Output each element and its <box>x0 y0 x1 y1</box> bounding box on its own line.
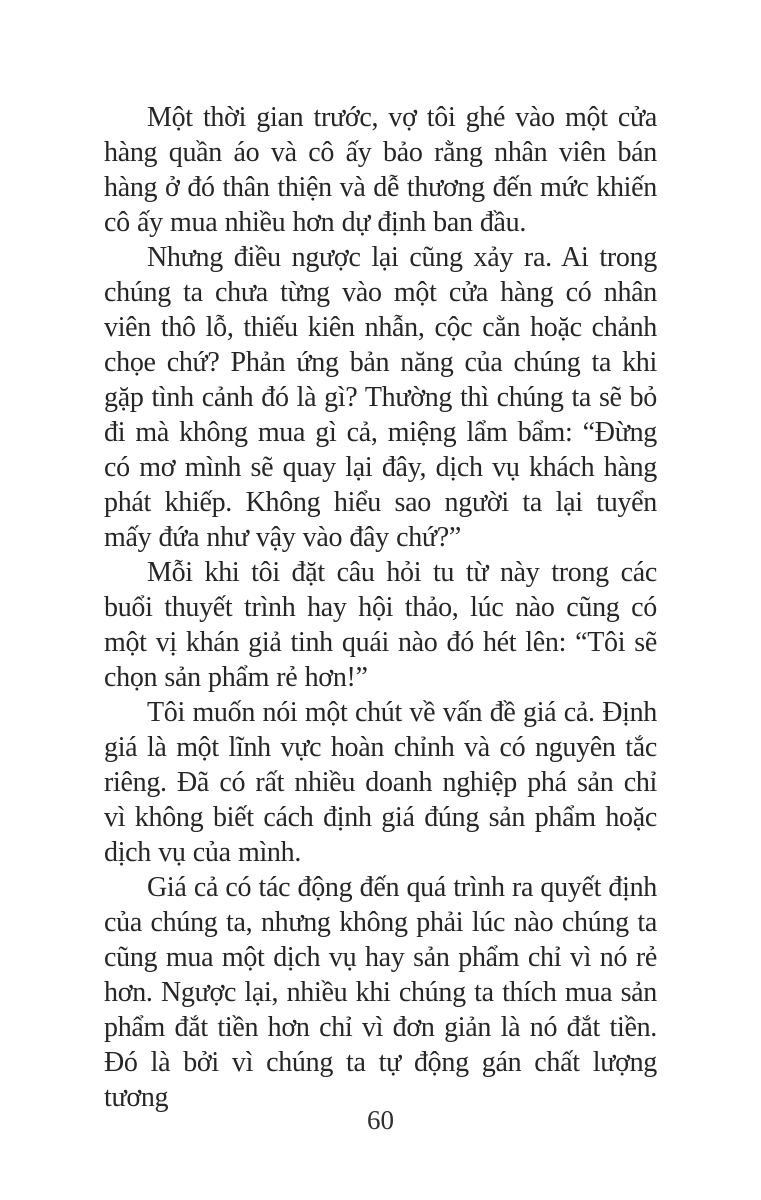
paragraph-3: Mỗi khi tôi đặt câu hỏi tu từ này trong các buổi thuyết trình hay hội thảo, lúc nào cũng có một vị khán giả tinh quái nào đó hét lên: “Tôi sẽ chọn sản phẩm rẻ hơn!” <box>104 557 657 693</box>
paragraph-4: Tôi muốn nói một chút về vấn đề giá cả. Định giá là một lĩnh vực hoàn chỉnh và có nguyên tắc riêng. Đã có rất nhiều doanh nghiệp phá sản chỉ vì không biết cách định giá đúng sản phẩm hoặc dịch vụ của mình. <box>104 697 657 868</box>
paragraph-2: Nhưng điều ngược lại cũng xảy ra. Ai trong chúng ta chưa từng vào một cửa hàng có nhân viên thô lỗ, thiếu kiên nhẫn, cộc cằn hoặc chảnh chọe chứ? Phản ứng bản năng của chúng ta khi gặp tình cảnh đó là gì? Thường thì chúng ta sẽ bỏ đi mà không mua gì cả, miệng lẩm bẩm: “Đừng có mơ mình sẽ quay lại đây, dịch vụ khách hàng phát khiếp. Không hiểu sao người ta lại tuyển mấy đứa như vậy vào đây chứ?” <box>104 242 657 553</box>
page-number: 60 <box>367 1105 394 1135</box>
paragraph-5: Giá cả có tác động đến quá trình ra quyết định của chúng ta, nhưng không phải lúc nào chúng ta cũng mua một dịch vụ hay sản phẩm chỉ vì nó rẻ hơn. Ngược lại, nhiều khi chúng ta thích mua sản phẩm đắt tiền hơn chỉ vì đơn giản là nó đắt tiền. Đó là bởi vì chúng ta tự động gán chất lượng tương <box>104 872 657 1113</box>
paragraph-1: Một thời gian trước, vợ tôi ghé vào một cửa hàng quần áo và cô ấy bảo rằng nhân viên bán hàng ở đó thân thiện và dễ thương đến mức khiến cô ấy mua nhiều hơn dự định ban đầu. <box>104 102 657 238</box>
page-text-block <box>104 100 657 1115</box>
